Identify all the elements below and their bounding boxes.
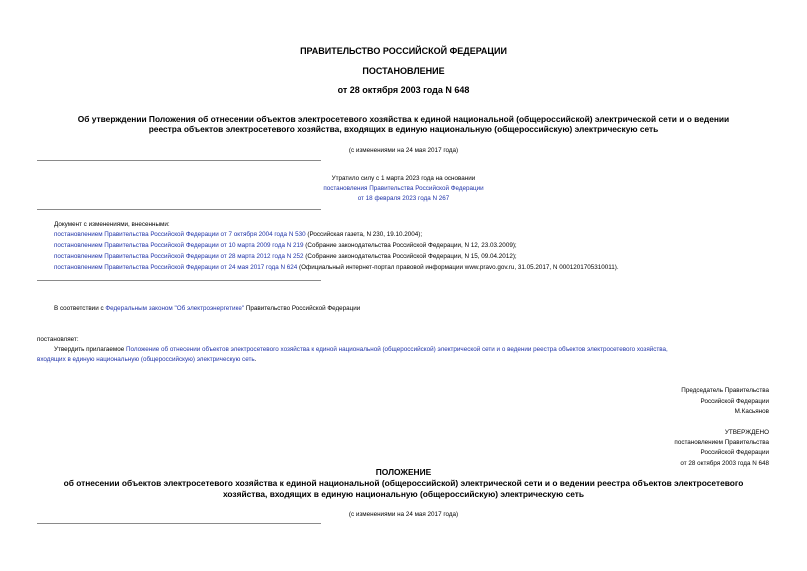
amendment-item [54, 251, 517, 262]
amendments-heading: Документ с изменениями, внесенными: [54, 221, 170, 228]
signature-country: Российской Федерации [700, 398, 769, 405]
divider [37, 523, 321, 524]
resolves-label: постановляет: [37, 336, 79, 343]
basis-prefix: В соответствии с [54, 305, 106, 312]
government-heading: ПРАВИТЕЛЬСТВО РОССИЙСКОЙ ФЕДЕРАЦИИ [300, 46, 507, 56]
federal-law-link[interactable]: Федеральным законом "Об электроэнергетике" [105, 305, 245, 312]
amendment-source: (Собрание законодательства Российской Федерации, N 15, 09.04.2012); [303, 253, 517, 260]
amendment-link[interactable]: постановлением Правительства Российской Федерации от 28 марта 2012 года N 252 [54, 253, 304, 260]
amendment-item [54, 262, 619, 273]
signature-position: Председатель Правительства [681, 387, 769, 394]
amendment-source: (Собрание законодательства Российской Федерации, N 12, 23.03.2009); [303, 242, 517, 249]
approved-country: Российской Федерации [700, 449, 769, 456]
regulation-title: ПОЛОЖЕНИЕ [375, 467, 432, 477]
amendment-source: (Российская газета, N 230, 19.10.2004); [305, 231, 423, 238]
regulation-subtitle-line-1: об отнесении объектов электросетевого хозяйства к единой национальной (общероссийской) электрической сети и о ведении реестра объектов электросетевого [63, 478, 744, 488]
approve-prefix: Утвердить прилагаемое [54, 346, 126, 353]
signature-name: М.Касьянов [734, 408, 769, 415]
document-title-line-2: реестра объектов электросетевого хозяйства, входящих в единую национальную (общероссийскую) электрическую сеть [148, 124, 659, 134]
amendment-item [54, 240, 517, 251]
approved-date-number: от 28 октября 2003 года N 648 [680, 460, 769, 467]
amendment-link[interactable]: постановлением Правительства Российской Федерации от 7 октября 2004 года N 530 [54, 231, 306, 238]
repeal-notice: Утратило силу с 1 марта 2023 года на основании [331, 175, 476, 182]
amendment-item [54, 229, 422, 240]
regulation-link[interactable]: Положение об отнесении объектов электросетевого хозяйства к единой национальной (общероссийской) электрической сети и о ведении реестра объектов электросетевого хозяйства, [125, 346, 668, 353]
amendment-link[interactable]: постановлением Правительства Российской Федерации от 24 мая 2017 года N 624 [54, 264, 298, 271]
regulation-link-continued[interactable]: входящих в единую национальную (общероссийскую) электрическую сеть [37, 356, 255, 363]
amendment-link[interactable]: постановлением Правительства Российской Федерации от 10 марта 2009 года N 219 [54, 242, 304, 249]
approve-suffix: . [254, 356, 257, 363]
document-title-line-1: Об утверждении Положения об отнесении объектов электросетевого хозяйства к единой национальной (общероссийской) электрической сети и о ведении [77, 114, 730, 124]
approved-by: постановлением Правительства [674, 439, 769, 446]
approved-stamp: УТВЕРЖДЕНО [724, 429, 769, 436]
document-type: ПОСТАНОВЛЕНИЕ [362, 66, 445, 76]
approve-paragraph-line-2 [37, 354, 256, 365]
regulation-subtitle-line-2: хозяйства, входящих в единую национальную (общероссийскую) электрическую сеть [222, 489, 585, 499]
divider [37, 160, 321, 161]
amendment-source: (Официальный интернет-портал правовой информации www.pravo.gov.ru, 31.05.2017, N 0001201705310011). [297, 264, 619, 271]
basis-suffix: Правительство Российской Федерации [244, 305, 361, 312]
repeal-link[interactable]: постановления Правительства Российской Федерации [323, 185, 484, 192]
basis-paragraph [54, 303, 360, 314]
edition-note: (с изменениями на 24 мая 2017 года) [348, 147, 459, 154]
repeal-link-date[interactable]: от 18 февраля 2023 года N 267 [357, 195, 450, 202]
document-date-number: от 28 октября 2003 года N 648 [337, 85, 470, 95]
divider [37, 280, 321, 281]
regulation-edition-note: (с изменениями на 24 мая 2017 года) [348, 511, 459, 518]
divider [37, 209, 321, 210]
repeal-link-line-2[interactable] [0, 193, 807, 204]
